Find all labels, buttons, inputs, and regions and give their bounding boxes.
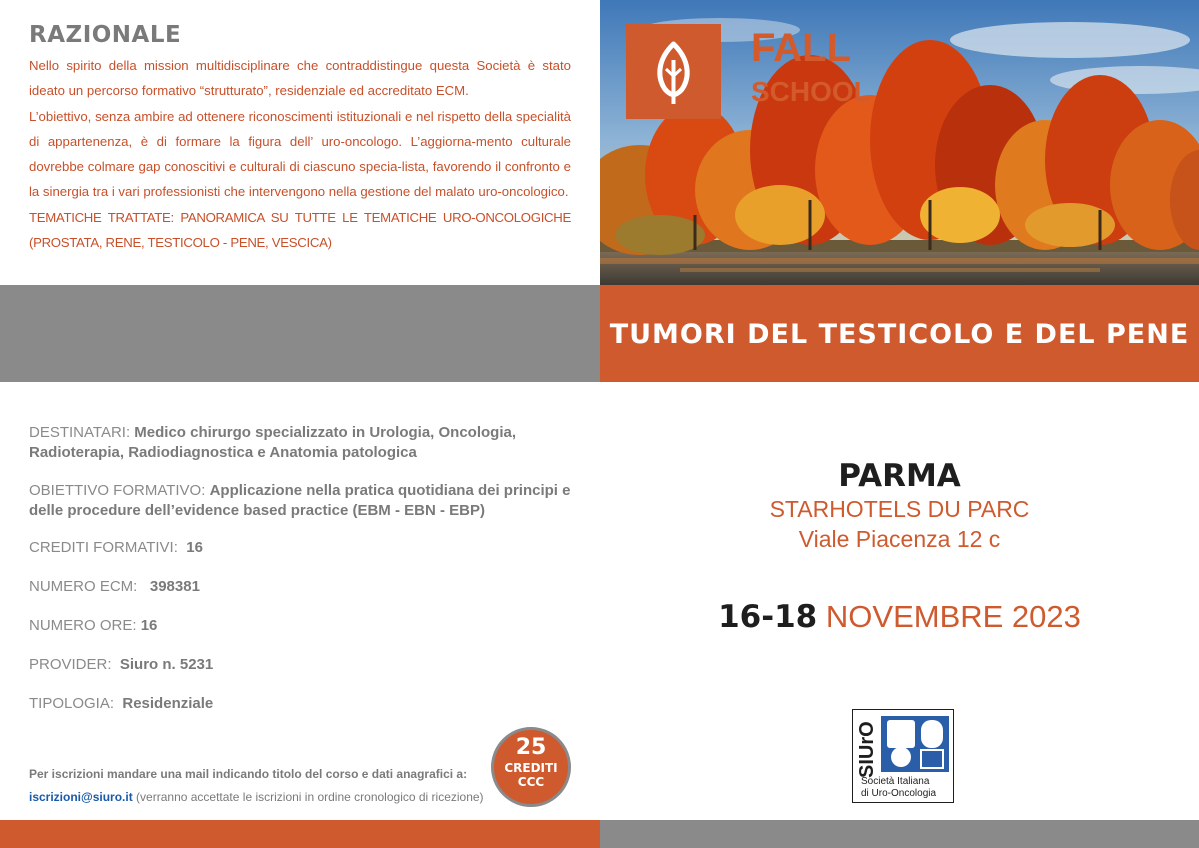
school-title: SCHOOL [751,76,871,107]
provider-item [29,655,574,675]
event-month-year: NOVEMBRE 2023 [825,599,1081,634]
event-days: 16-18 [718,599,818,635]
registration-note-text: (verranno accettate le iscrizioni in ordine cronologico di ricezione) [132,790,484,804]
crediti-label: CREDITI FORMATIVI: [29,539,178,556]
ecm-value: 398381 [149,578,200,595]
gray-band [0,285,600,382]
ore-item [29,616,574,636]
credits-badge [491,727,571,807]
badge-sublabel: CCC [517,775,545,789]
badge-label: CREDITI [504,761,558,775]
destinatari-value: Medico chirurgo specializzato in Urologia, Oncologia, Radioterapia, Radiodiagnostica e Anatomia patologica [29,424,517,461]
razionale-paragraph: Nello spirito della mission multidisciplinare che contraddistingue questa Società è stato ideato un percorso formativo “strutturato”, residenziale ed accreditato ECM. [29,58,571,99]
ore-value: 16 [140,617,158,634]
event-venue: STARHOTELS DU PARC [769,496,1030,522]
siuro-name-line1: Società Italiana [861,776,930,787]
crediti-item [29,538,574,558]
registration-note [29,790,484,804]
ecm-item [29,577,574,597]
leaf-icon [626,24,721,119]
tipologia-label: TIPOLOGIA: [29,695,115,712]
crediti-value: 16 [186,539,203,556]
destinatari-label: DESTINATARI: [29,424,131,441]
fall-title: FALL [751,26,851,70]
event-address: Viale Piacenza 12 c [798,526,1001,552]
siuro-acronym: SIUrO [856,721,878,779]
fall-school-logo [626,24,721,119]
bottom-gray-bar [600,820,1199,848]
ecm-label: NUMERO ECM: [29,578,138,595]
razionale-paragraph: L’obiettivo, senza ambire ad ottenere riconoscimenti istituzionali e nel rispetto della specialità di appartenenza, è di formare la figura dell’ uro-oncologo. L’aggiorna-mento culturale dovrebbe colmare gap conoscitivi e culturali di ciascuno specia-lista, favorendo il confronto e la sinergia tra i vari professionisti che intervengono nella gestione del malato uro-oncologico. [29,108,571,200]
destinatari-item [29,423,574,463]
tipologia-value: Residenziale [122,695,214,712]
event-dates [600,599,1199,635]
tipologia-item [29,694,574,714]
obiettivo-item [29,481,574,521]
registration-instructions: Per iscrizioni mandare una mail indicando titolo del corso e dati anagrafici a: [29,767,468,781]
razionale-text [29,53,571,255]
bottom-orange-bar [0,820,600,848]
siuro-emblem-icon [881,716,949,772]
badge-number: 25 [515,735,547,760]
razionale-topics: TEMATICHE TRATTATE: PANORAMICA SU TUTTE LE TEMATICHE URO-ONCOLOGICHE (PROSTATA, RENE, TESTICOLO - PENE, VESCICA) [29,209,571,251]
provider-value: Siuro n. 5231 [119,656,214,673]
course-title: TUMORI DEL TESTICOLO E DEL PENE [609,319,1190,350]
siuro-name-line2: di Uro-Oncologia [861,788,937,799]
provider-label: PROVIDER: [29,656,112,673]
razionale-heading: RAZIONALE [29,22,182,48]
ore-label: NUMERO ORE: [29,617,137,634]
obiettivo-value: Applicazione nella pratica quotidiana dei principi e delle procedure dell’evidence based practice (EBM - EBN - EBP) [29,482,571,519]
registration-email-link[interactable]: iscrizioni@siuro.it [29,790,133,804]
obiettivo-label: OBIETTIVO FORMATIVO: [29,482,206,499]
siuro-logo [852,709,954,803]
event-city: PARMA [838,458,961,494]
